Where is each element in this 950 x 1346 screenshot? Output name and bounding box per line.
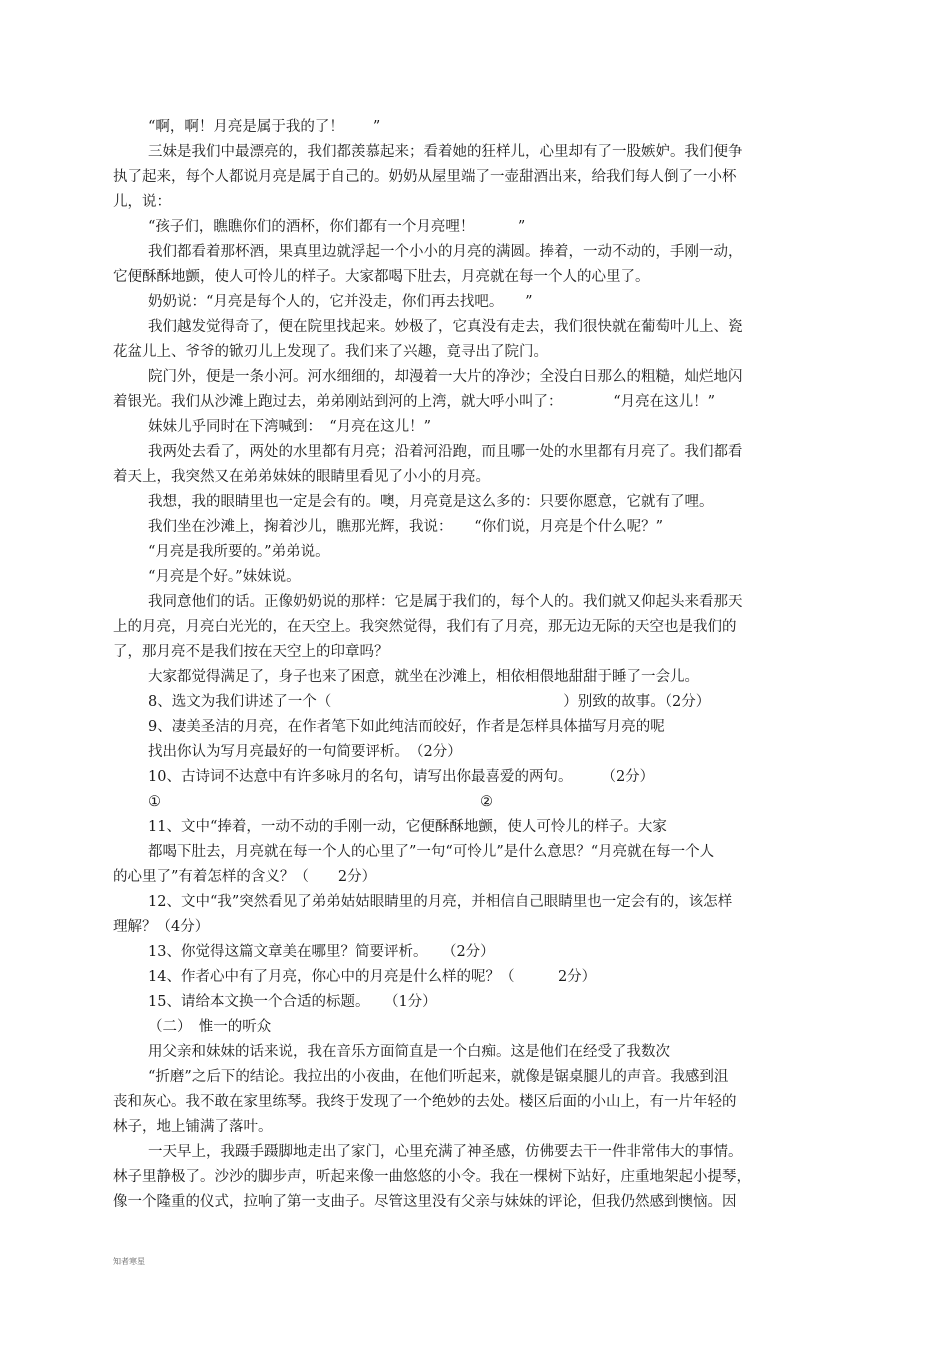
text-line: “折磨”之后下的结论。我拉出的小夜曲，在他们听起来，就像是锯桌腿儿的声音。我感到沮 bbox=[148, 1069, 729, 1085]
question-10: 10、古诗词不达意中有许多咏月的名句，请写出你最喜爱的两句。 （2分） bbox=[148, 769, 655, 785]
text-line: 妹妹儿乎同时在下湾喊到： “月亮在这儿！” bbox=[148, 419, 432, 435]
question-9-cont: 找出你认为写月亮最好的一句简要评析。 （2分） bbox=[148, 744, 462, 760]
text-line: 着天上，我突然又在弟弟妹妹的眼睛里看见了小小的月亮。 bbox=[113, 469, 490, 485]
text-line: 它便酥酥地颤，使人可怜儿的样子。大家都喝下肚去，月亮就在每一个人的心里了。 bbox=[113, 269, 650, 285]
text-line: 着银光。我们从沙滩上跑过去，弟弟刚站到河的上湾，就大呼小叫了： “月亮在这儿！” bbox=[113, 394, 716, 410]
text-line: 一天早上，我蹑手蹑脚地走出了家门，心里充满了神圣感，仿佛要去干一件非常伟大的事情。 bbox=[148, 1144, 743, 1160]
text-line: 我们坐在沙滩上，掬着沙儿，瞧那光辉，我说： “你们说，月亮是个什么呢？” bbox=[148, 519, 664, 535]
text-line: 丧和灰心。我不敢在家里练琴。我终于发现了一个绝妙的去处。楼区后面的小山上，有一片年轻的 bbox=[113, 1094, 737, 1110]
text-line: 三妹是我们中最漂亮的，我们都羡慕起来；看着她的狂样儿，心里却有了一股嫉妒。我们便争 bbox=[148, 144, 743, 160]
text-line: 了，那月亮不是我们按在天空上的印章吗？ bbox=[113, 644, 389, 660]
text-line: 像一个隆重的仪式，拉响了第一支曲子。尽管这里没有父亲与妹妹的评论，但我仍然感到懊恼。因 bbox=[113, 1194, 737, 1210]
text-line: 我两处去看了，两处的水里都有月亮；沿着河沿跑，而且哪一处的水里都有月亮了。我们都看 bbox=[148, 444, 743, 460]
question-10-blanks: ① ② bbox=[148, 794, 493, 810]
text-line: 奶奶说：“月亮是每个人的，它并没走，你们再去找吧。 ” bbox=[148, 294, 533, 310]
question-14: 14、作者心中有了月亮，你心中的月亮是什么样的呢？（ 2分） bbox=[148, 969, 597, 985]
question-9: 9、凄美圣洁的月亮，在作者笔下如此纯洁而皎好，作者是怎样具体描写月亮的呢 bbox=[148, 719, 665, 735]
page-footer: 知者寒星 bbox=[113, 1257, 145, 1266]
question-11-cont: 都喝下肚去，月亮就在每一个人的心里了”一句“可怜儿”是什么意思？“月亮就在每一个人 bbox=[148, 844, 715, 860]
text-line: 用父亲和妹妹的话来说，我在音乐方面简直是一个白痴。这是他们在经受了我数次 bbox=[148, 1044, 670, 1060]
text-line: 我们越发觉得奇了，便在院里找起来。妙极了，它真没有走去，我们很快就在葡萄叶儿上、瓷 bbox=[148, 319, 743, 335]
question-13: 13、你觉得这篇文章美在哪里？简要评析。 （2分） bbox=[148, 944, 495, 960]
text-line: 院门外，便是一条小河。河水细细的，却漫着一大片的净沙；全没白日那么的粗糙，灿烂地闪 bbox=[148, 369, 743, 385]
question-8: 8、选文为我们讲述了一个（ ）别致的故事。（2分） bbox=[148, 694, 711, 710]
text-line: “月亮是个好。”妹妹说。 bbox=[148, 569, 301, 585]
text-line: 上的月亮，月亮白光光的，在天空上。我突然觉得，我们有了月亮，那无边无际的天空也是我们的 bbox=[113, 619, 737, 635]
text-line: 执了起来，每个人都说月亮是属于自己的。奶奶从屋里端了一壶甜酒出来，给我们每人倒了一小杯 bbox=[113, 169, 737, 185]
question-11: 11、文中“捧着，一动不动的手刚一动，它便酥酥地颤，使人可怜儿的样子。大家 bbox=[148, 819, 667, 835]
text-line: 我们都看着那杯酒，果真里边就浮起一个小小的月亮的满圆。捧着，一动不动的，手刚一动， bbox=[148, 244, 743, 260]
text-line: “啊，啊！月亮是属于我的了！ ” bbox=[148, 119, 381, 135]
question-12-cont: 理解？（4分） bbox=[113, 919, 210, 935]
question-12: 12、文中“我”突然看见了弟弟姑姑眼睛里的月亮，并相信自己眼睛里也一定会有的，该怎样 bbox=[148, 894, 733, 910]
text-line: “月亮是我所要的。”弟弟说。 bbox=[148, 544, 330, 560]
question-15: 15、请给本文换一个合适的标题。 （1分） bbox=[148, 994, 437, 1010]
text-line: “孩子们，瞧瞧你们的酒杯，你们都有一个月亮哩！ ” bbox=[148, 219, 526, 235]
text-line: 我同意他们的话。正像奶奶说的那样：它是属于我们的，每个人的。我们就又仰起头来看那天 bbox=[148, 594, 743, 610]
question-11-cont: 的心里了”有着怎样的含义？（ 2分） bbox=[113, 869, 377, 885]
text-line: 林子里静极了。沙沙的脚步声，听起来像一曲悠悠的小令。我在一棵树下站好，庄重地架起小提琴， bbox=[113, 1169, 751, 1185]
section-heading: （二） 惟一的听众 bbox=[148, 1019, 272, 1035]
text-line: 大家都觉得满足了，身子也来了困意，就坐在沙滩上，相依相偎地甜甜于睡了一会儿。 bbox=[148, 669, 699, 685]
text-line: 我想，我的眼睛里也一定是会有的。噢，月亮竟是这么多的：只要你愿意，它就有了哩。 bbox=[148, 494, 714, 510]
text-line: 花盆儿上、爷爷的锨刃儿上发现了。我们来了兴趣，竟寻出了院门。 bbox=[113, 344, 548, 360]
text-line: 儿，说： bbox=[113, 194, 171, 210]
text-line: 林子，地上铺满了落叶。 bbox=[113, 1119, 273, 1135]
